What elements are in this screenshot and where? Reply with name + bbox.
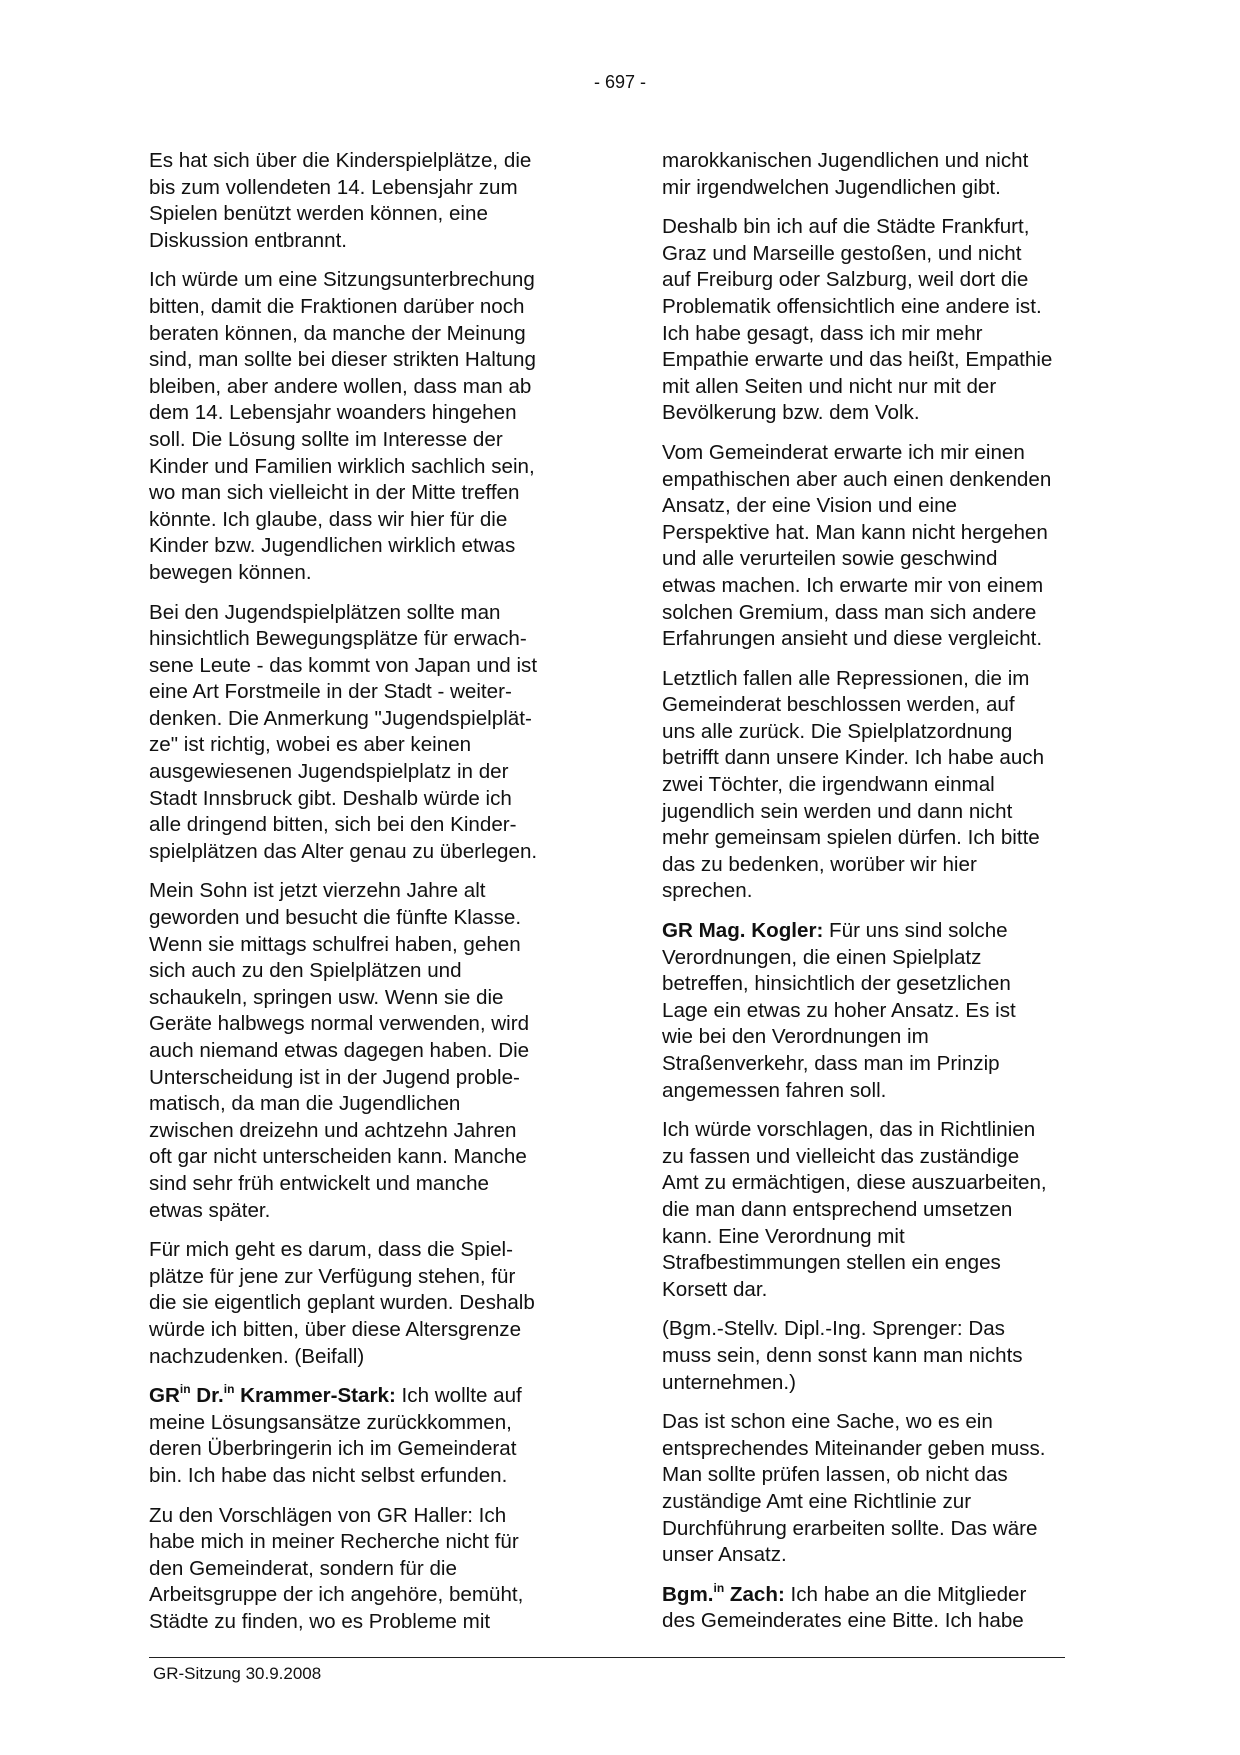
speaker-name: Krammer-Stark: [234,1384,396,1408]
speaker-superscript: in [179,1382,191,1397]
speaker-paragraph [662,1582,1102,1635]
speaker-label [662,1580,785,1606]
paragraph: Mein Sohn ist jetzt vierzehn Jahre alt geworden und besucht die fünfte Klasse. Wenn sie mittags schulfrei haben, gehen sich auch zu den Spielplätzen und schaukeln, springen usw. Wenn sie die Geräte halbwegs normal verwenden, wird auch niemand etwas dagegen haben. Die Unterscheidung ist in der Jugend proble- matisch, da man die Jugendlichen zwischen dreizehn und achtzehn Jahren oft gar nicht unterscheiden kann. Manche sind sehr früh entwickelt und manche etwas später. [149,879,530,1222]
speaker-label [149,1384,396,1407]
paragraph: Ich würde um eine Sitzungsunterbrechung bitten, damit die Fraktionen darüber noch beraten können, da manche der Meinung sind, man sollte bei dieser strikten Haltung bleiben, aber andere wollen, dass man ab dem 14. Lebensjahr woanders hingehen soll. Die Lösung sollte im Interesse der Kinder und Familien wirklich sachlich sein, wo man sich vielleicht in der Mitte treffen könnte. Ich glaube, dass wir hier für die Kinder bzw. Jugendlichen wirklich etwas bewegen können. [149,268,536,584]
speaker-prefix: GR [149,1384,180,1408]
speaker-paragraph [149,1383,581,1489]
interjection: (Bgm.-Stellv. Dipl.-Ing. Sprenger: Das muss sein, denn sonst kann man nichts unternehmen.) [662,1317,1023,1394]
speech-text: Ich wollte auf meine Lösungsansätze zurückkommen, deren Überbringerin ich im Gemeinderat bin. Ich habe das nicht selbst erfunden. [149,1384,522,1487]
speaker-paragraph [662,918,1102,1104]
page-number: - 697 - [593,72,647,92]
paragraph: marokkanischen Jugendlichen und nicht mir irgendwelchen Jugendlichen gibt. [662,149,1029,199]
paragraph: Es hat sich über die Kinderspielplätze, die bis zum vollendeten 14. Lebensjahr zum Spielen benützt werden können, eine Diskussion entbrannt. [149,149,532,252]
footer-divider [149,1657,1065,1658]
left-column [149,148,581,1648]
paragraph: Letztlich fallen alle Repressionen, die im Gemeinderat beschlossen werden, auf uns alle zurück. Die Spielplatzordnung betrifft dann unsere Kinder. Ich habe auch zwei Töchter, die irgendwann einmal jugendlich sein werden und dann nicht mehr gemeinsam spielen dürfen. Ich bitte das zu bedenken, worüber wir hier sprechen. [662,666,1045,903]
speaker-name: GR Mag. Kogler: [662,919,824,943]
speaker-prefix: Bgm. [662,1582,714,1606]
footer-session-date: GR-Sitzung 30.9.2008 [153,1664,322,1683]
paragraph: Vom Gemeinderat erwarte ich mir einen empathischen aber auch einen denkenden Ansatz, der eine Vision und eine Perspektive hat. Man kann nicht hergehen und alle verurteilen sowie geschwind etwas machen. Ich erwarte mir von einem solchen Gremium, dass man sich andere Erfahrungen ansieht und diese vergleicht. [662,440,1052,651]
speaker-title: Dr. [190,1384,224,1408]
right-column [662,148,1102,1648]
paragraph: Zu den Vorschlägen von GR Haller: Ich habe mich in meiner Recherche nicht für den Gemeinderat, sondern für die Arbeitsgruppe der ich angehöre, bemüht, Städte zu finden, wo es Probleme mit [149,1503,524,1633]
paragraph: Das ist schon eine Sache, wo es ein entsprechendes Miteinander geben muss. Man sollte prüfen lassen, ob nicht das zuständige Amt eine Richtlinie zur Durchführung erarbeiten sollte. Das wäre unser Ansatz. [662,1410,1046,1567]
paragraph: Ich würde vorschlagen, das in Richtlinien zu fassen und vielleicht das zuständige Amt zu ermächtigen, diese auszuarbeiten, die man dann entsprechend umsetzen kann. Eine Verordnung mit Strafbestimmungen stellen ein enges Korsett dar. [662,1118,1047,1301]
paragraph: Bei den Jugendspielplätzen sollte man hinsichtlich Bewegungsplätze für erwach- sene Leute - das kommt von Japan und ist eine Art Forstmeile in der Stadt - weiter- denken. Die Anmerkung "Jugendspielplät- ze" ist richtig, wobei es aber keinen ausgewiesenen Jugendspielplatz in der Stadt Innsbruck gibt. Deshalb würde ich alle dringend bitten, sich bei den Kinder- spielplätzen das Alter genau zu überlegen. [149,600,538,863]
speech-text: Für uns sind solche Verordnungen, die einen Spielplatz betreffen, hinsichtlich der gesetzlichen Lage ein etwas zu hoher Ansatz. Es ist wie bei den Verordnungen im Straßenverkehr, dass man im Prinzip angemessen fahren soll. [662,919,1016,1102]
paragraph: Deshalb bin ich auf die Städte Frankfurt, Graz und Marseille gestoßen, und nicht auf Freiburg oder Salzburg, weil dort die Problematik offensichtlich eine andere ist. Ich habe gesagt, dass ich mir mehr Empathie erwarte und das heißt, Empathie mit allen Seiten und nicht nur mit der Bevölkerung bzw. dem Volk. [662,215,1053,425]
paragraph: Für mich geht es darum, dass die Spiel- plätze für jene zur Verfügung stehen, für die sie eigentlich geplant wurden. Deshalb würde ich bitten, über diese Altersgrenze nachzudenken. (Beifall) [149,1238,535,1368]
speech-text: Ich habe an die Mitglieder des Gemeinderates eine Bitte. Ich habe [662,1582,1027,1633]
speaker-superscript: in [223,1382,235,1397]
speaker-name: Zach: [724,1582,785,1606]
speaker-superscript: in [713,1580,725,1595]
